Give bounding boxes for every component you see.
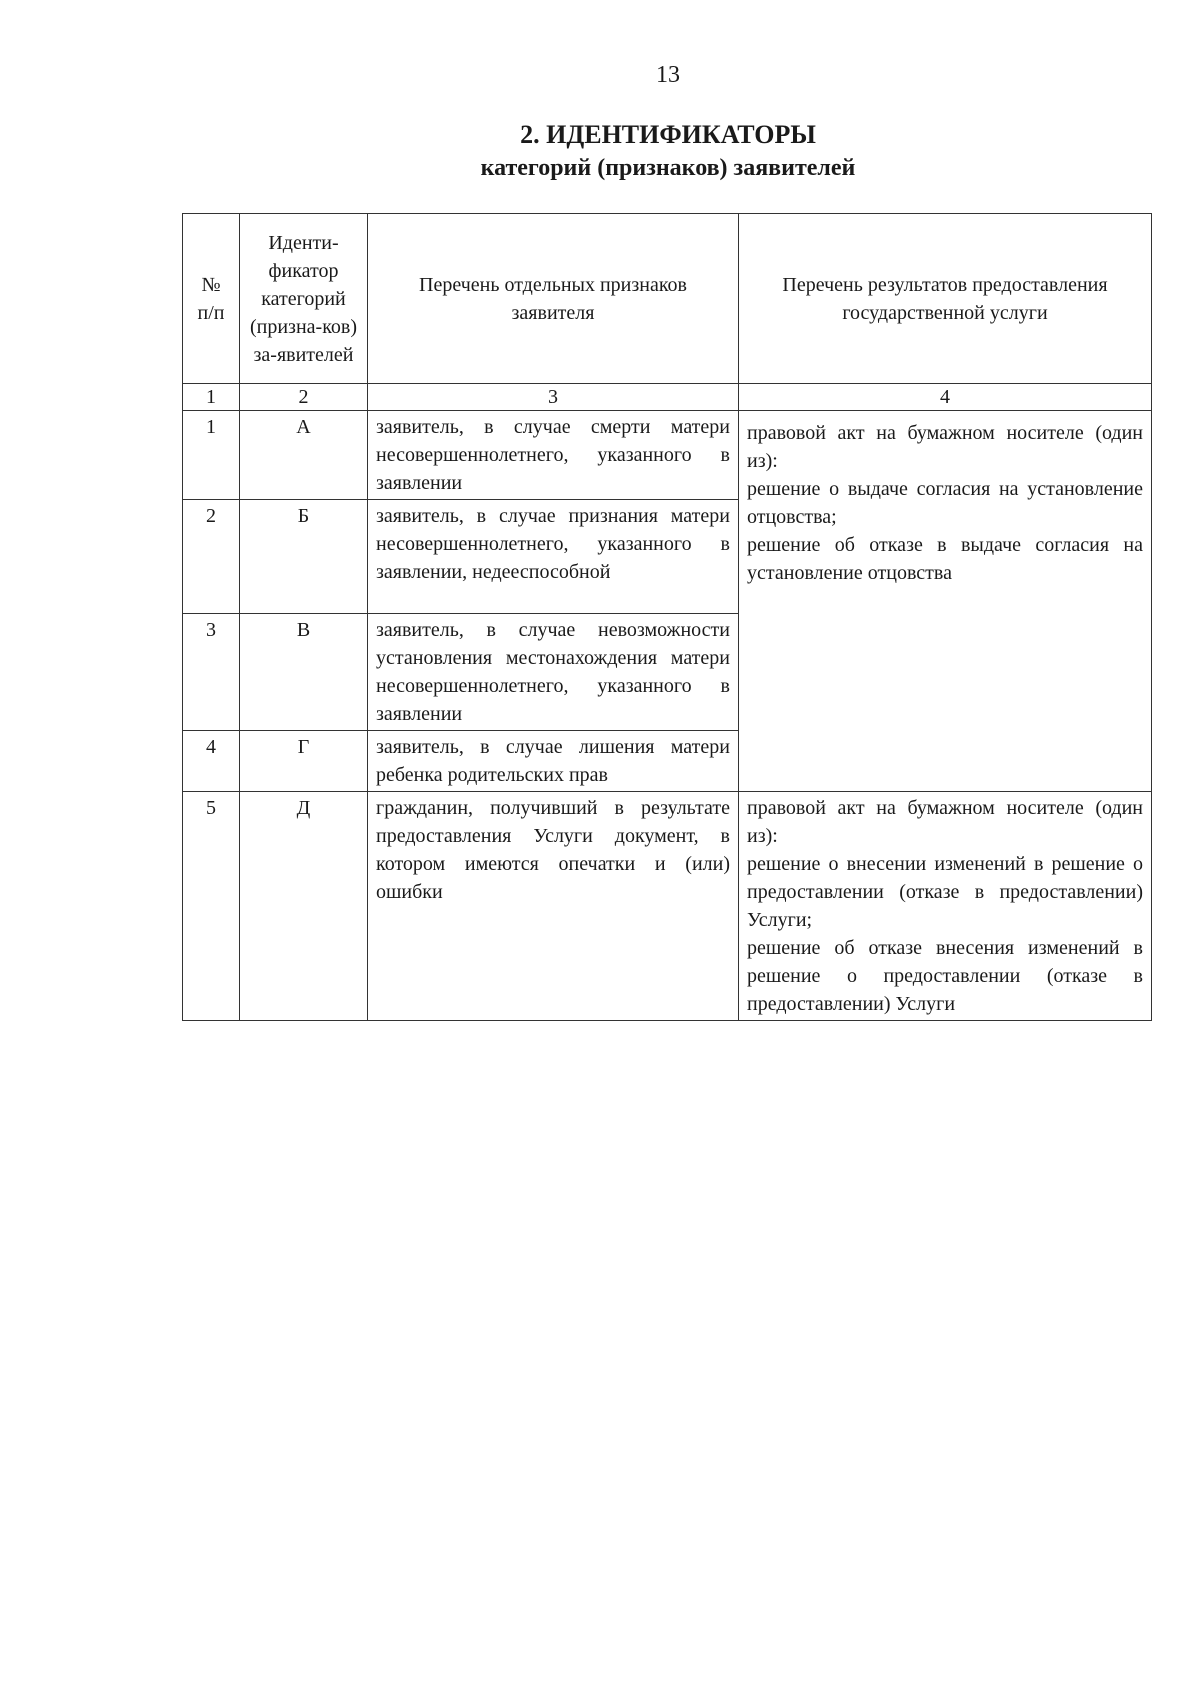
row-number: 2 bbox=[183, 500, 240, 614]
column-number: 3 bbox=[368, 384, 739, 411]
column-number: 1 bbox=[183, 384, 240, 411]
result-line: правовой акт на бумажном носителе (один из): bbox=[747, 797, 1143, 847]
result-line: правовой акт на бумажном носителе (один из): bbox=[747, 422, 1143, 472]
row-number: 1 bbox=[183, 411, 240, 500]
row-features: заявитель, в случае лишения матери ребенка родительских прав bbox=[368, 731, 739, 792]
header-identifier: Иденти-фикатор категорий (призна-ков) за-явителей bbox=[240, 214, 368, 384]
document-subtitle: категорий (признаков) заявителей bbox=[480, 155, 856, 181]
results-cell-2 bbox=[739, 792, 1152, 1021]
title-block bbox=[0, 118, 1200, 184]
document-title: 2. ИДЕНТИФИКАТОРЫ bbox=[520, 120, 816, 149]
row-identifier: Б bbox=[240, 500, 368, 614]
row-features: заявитель, в случае смерти матери несовершеннолетнего, указанного в заявлении bbox=[368, 411, 739, 500]
row-number: 4 bbox=[183, 731, 240, 792]
results-cell-1 bbox=[739, 411, 1152, 792]
row-identifier: В bbox=[240, 614, 368, 731]
result-line: решение о внесении изменений в решение о предоставлении (отказе в предоставлении) Услуги; bbox=[747, 853, 1143, 931]
row-number: 5 bbox=[183, 792, 240, 1021]
column-number: 4 bbox=[739, 384, 1152, 411]
header-results: Перечень результатов предоставления государственной услуги bbox=[739, 214, 1152, 384]
result-line: решение о выдаче согласия на установление отцовства; bbox=[747, 478, 1143, 528]
row-identifier: Г bbox=[240, 731, 368, 792]
header-number: № п/п bbox=[183, 214, 240, 384]
result-line: решение об отказе внесения изменений в решение о предоставлении (отказе в предоставлении) Услуги bbox=[747, 937, 1143, 1015]
column-number-row bbox=[183, 384, 1152, 411]
header-features: Перечень отдельных признаков заявителя bbox=[368, 214, 739, 384]
table-header-row bbox=[183, 214, 1152, 384]
column-number: 2 bbox=[240, 384, 368, 411]
page-number: 13 bbox=[656, 62, 680, 88]
table-row bbox=[183, 411, 1152, 500]
row-features: заявитель, в случае невозможности установления местонахождения матери несовершеннолетнего, указанного в заявлении bbox=[368, 614, 739, 731]
result-line: решение об отказе в выдаче согласия на установление отцовства bbox=[747, 534, 1143, 584]
row-features: гражданин, получивший в результате предоставления Услуги документ, в котором имеются опечатки и (или) ошибки bbox=[368, 792, 739, 1021]
row-number: 3 bbox=[183, 614, 240, 731]
identifiers-table bbox=[182, 213, 1152, 1021]
row-identifier: А bbox=[240, 411, 368, 500]
table-row bbox=[183, 792, 1152, 1021]
row-features: заявитель, в случае признания матери несовершеннолетнего, указанного в заявлении, недееспособной bbox=[368, 500, 739, 614]
row-identifier: Д bbox=[240, 792, 368, 1021]
